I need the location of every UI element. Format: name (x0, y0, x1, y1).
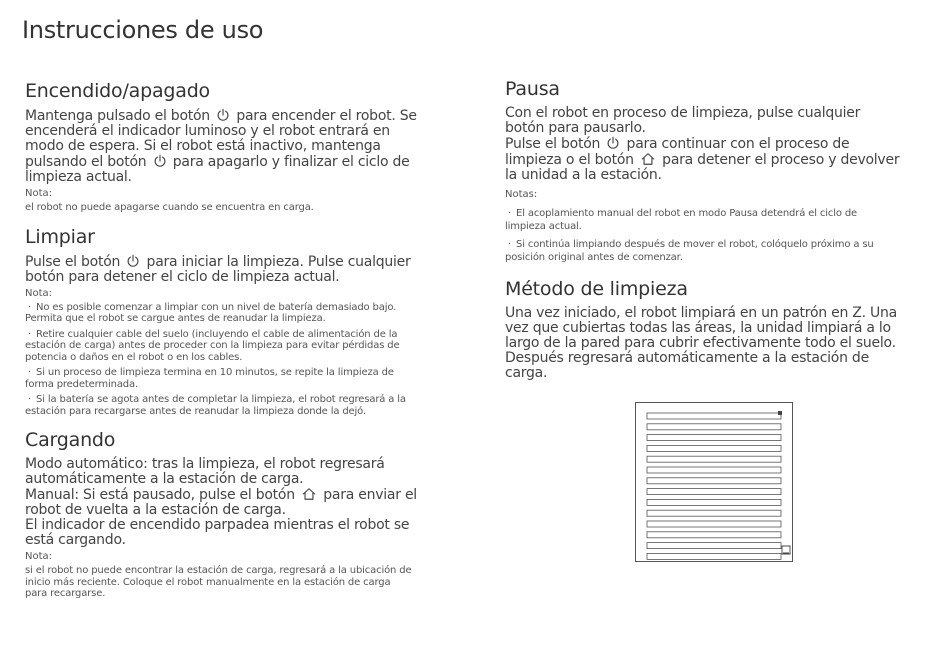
note-item: · Si un proceso de limpieza termina en 10 minutos, se repite la limpieza de forma predeterminada. (25, 367, 394, 390)
body-cargando (25, 457, 453, 548)
path-row (647, 489, 781, 495)
note-item: · Retire cualquier cable del suelo (incluyendo el cable de alimentación de la estación de carga) antes de proceder con la limpieza para evitar pérdidas de potencia o daños en el robot o en los cables. (25, 328, 400, 363)
path-row (647, 413, 781, 419)
section-cargando (25, 429, 453, 600)
text-line: la unidad a la estación. (505, 167, 662, 183)
heading-pausa: Pausa (505, 78, 560, 100)
path-row (647, 445, 781, 451)
text-line: Pulse el botón para iniciar la limpieza. Pulse cualquier (25, 253, 411, 270)
path-row (647, 521, 781, 527)
text-line: carga. (505, 365, 548, 381)
page-title: Instrucciones de uso (22, 16, 264, 44)
text-line: largo de la pared para cubrir efectivamente todo el suelo. (505, 335, 896, 351)
note-list (505, 207, 923, 264)
text-line: Mantenga pulsado el botón para encender el robot. Se (25, 108, 417, 124)
text-line: Después regresará automáticamente a la estación de (505, 350, 869, 366)
path-row (647, 456, 781, 462)
start-marker (778, 411, 782, 415)
left-column (25, 80, 453, 604)
section-limpiar (25, 226, 453, 418)
text-line: está cargando. (25, 532, 126, 548)
heading-cargando: Cargando (25, 429, 116, 451)
note-label: Nota: (25, 551, 53, 562)
text-line: botón para pausarlo. (505, 120, 646, 136)
path-row (647, 553, 781, 559)
note-label: Nota: (25, 287, 53, 299)
text-line: robot de vuelta a la estación de carga. (25, 502, 286, 518)
text-line: El indicador de encendido parpadea mientras el robot se (25, 517, 410, 533)
right-column (505, 78, 923, 381)
text-line: Modo automático: tras la limpieza, el robot regresará (25, 456, 385, 472)
text-line: limpieza o el botón para detener el proceso y devolver (505, 152, 900, 168)
path-row (647, 467, 781, 473)
text-line: automáticamente a la estación de carga. (25, 471, 304, 487)
note-item: · No es posible comenzar a limpiar con un nivel de batería demasiado bajo. Permita que el robot se cargue antes de reanudar la limpieza. (25, 301, 397, 324)
note-label: Notas: (505, 189, 538, 200)
note-item: · Si continúa limpiando después de mover el robot, colóquelo próximo a su posición original antes de comenzar. (505, 239, 874, 263)
text-line: limpieza actual. (25, 169, 132, 185)
text-line: Pulse el botón para continuar con el proceso de (505, 136, 850, 152)
note-text: si el robot no puede encontrar la estación de carga, regresará a la ubicación de inicio más reciente. Coloque el robot manualmente en la estación de carga para recargarse. (25, 565, 412, 599)
note-item: · El acoplamiento manual del robot en modo Pausa detendrá el ciclo de limpieza actual. (505, 208, 858, 232)
text-line: Con el robot en proceso de limpieza, pulse cualquier (505, 105, 861, 121)
body-encendido (25, 108, 453, 185)
home-icon (301, 487, 317, 501)
power-icon (153, 154, 167, 168)
path-row (647, 532, 781, 538)
power-icon (126, 254, 140, 268)
text-line: pulsando el botón para apagarlo y finalizar el ciclo de (25, 154, 410, 170)
zigzag-cleaning-diagram (635, 402, 793, 562)
section-encendido (25, 80, 453, 214)
text-line: Una vez iniciado, el robot limpiará en un patrón en Z. Una (505, 305, 897, 321)
heading-limpiar: Limpiar (25, 225, 95, 248)
heading-metodo: Método de limpieza (505, 278, 688, 300)
note-list (25, 302, 453, 418)
heading-encendido: Encendido/apagado (25, 80, 210, 102)
note-label: Nota: (25, 188, 53, 199)
path-row (647, 424, 781, 430)
power-icon (216, 108, 230, 122)
body-pausa (505, 106, 923, 183)
zigzag-path-icon (636, 403, 792, 561)
section-pausa (505, 78, 923, 264)
text-line: modo de espera. Si el robot está inactivo, mantenga (25, 138, 381, 154)
text-line: vez que cubiertas todas las áreas, la unidad limpiará a lo (505, 320, 891, 336)
path-row (647, 499, 781, 505)
text-line: Manual: Si está pausado, pulse el botón para enviar el (25, 487, 417, 503)
home-icon (640, 152, 656, 166)
text-line: botón para detener el ciclo de limpieza actual. (25, 268, 340, 285)
note-text: el robot no puede apagarse cuando se encuentra en carga. (25, 202, 314, 213)
power-icon (606, 136, 620, 150)
text-line: encenderá el indicador luminoso y el robot entrará en (25, 123, 390, 139)
dock-station-icon (782, 546, 790, 554)
body-metodo (505, 306, 923, 381)
path-row (647, 543, 781, 549)
section-metodo (505, 278, 923, 381)
body-limpiar (25, 254, 453, 285)
note-item: · Si la batería se agota antes de completar la limpieza, el robot regresará a la estación para recargarse antes de reanudar la limpieza donde la dejó. (25, 394, 406, 417)
path-row (647, 435, 781, 441)
path-row (647, 478, 781, 484)
path-row (647, 510, 781, 516)
